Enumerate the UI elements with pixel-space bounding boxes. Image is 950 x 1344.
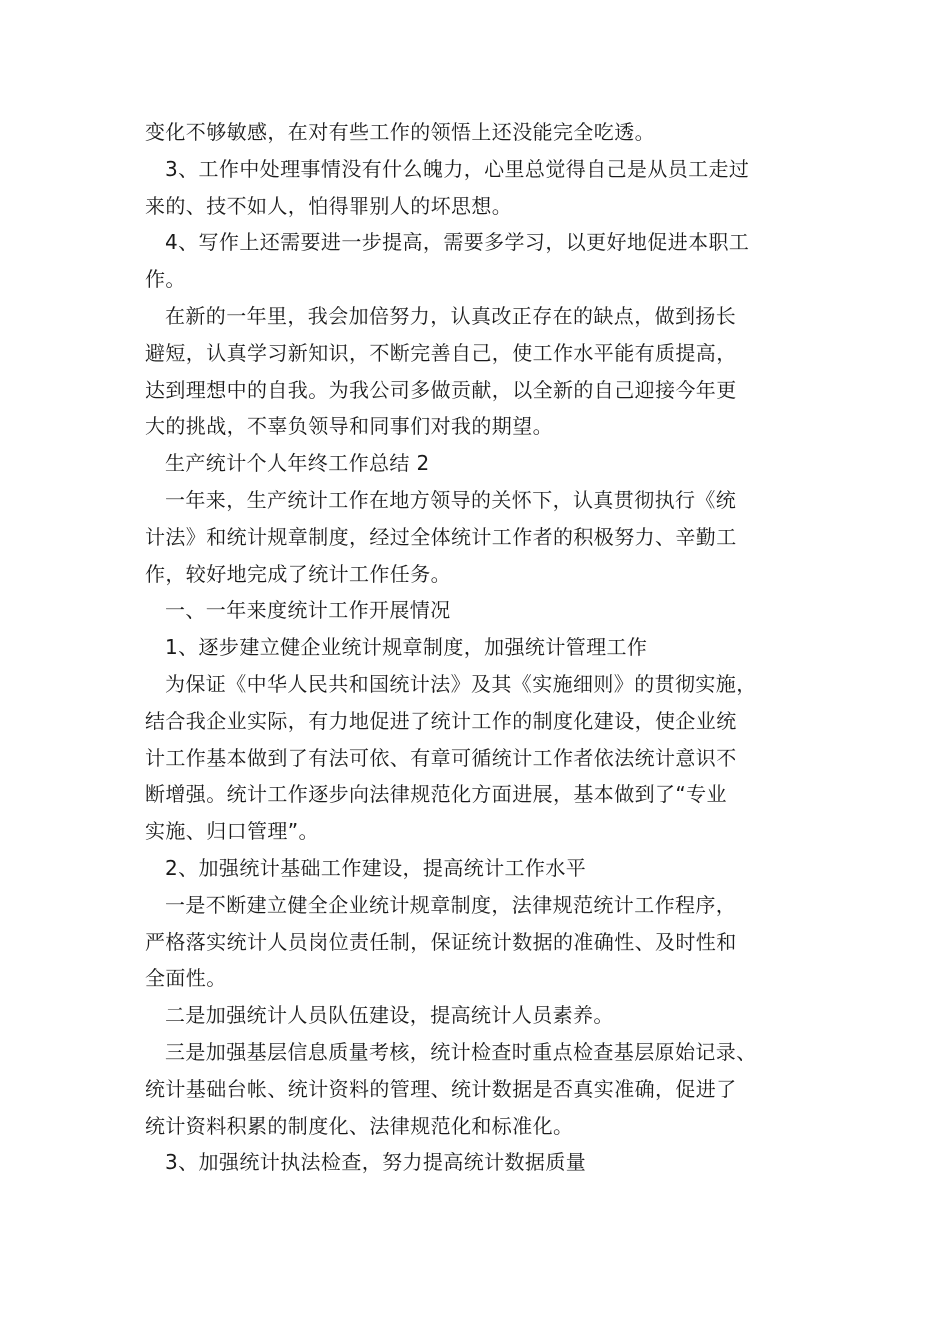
text-line: 在新的一年里，我会加倍努力，认真改正存在的缺点，做到扬长 (165, 303, 737, 328)
text-line: 全面性。 (145, 966, 227, 991)
text-line: 3、加强统计执法检查，努力提高统计数据质量 (165, 1150, 587, 1175)
text-line: 4、写作上还需要进一步提高，需要多学习，以更好地促进本职工 (165, 230, 750, 255)
text-line: 作，较好地完成了统计工作任务。 (145, 561, 451, 586)
text-line: 一年来，生产统计工作在地方领导的关怀下，认真贯彻执行《统 (165, 487, 737, 512)
text-line: 一、一年来度统计工作开展情况 (165, 598, 451, 623)
text-line: 为保证《中华人民共和国统计法》及其《实施细则》的贯彻实施， (165, 671, 757, 696)
text-line: 三是加强基层信息质量考核，统计检查时重点检查基层原始记录、 (165, 1039, 757, 1064)
text-line: 达到理想中的自我。为我公司多做贡献，以全新的自己迎接今年更 (145, 377, 737, 402)
text-line: 变化不够敏感，在对有些工作的领悟上还没能完全吃透。 (145, 120, 655, 144)
text-line: 3、工作中处理事情没有什么魄力，心里总觉得自己是从员工走过 (165, 156, 750, 181)
text-line: 统计资料积累的制度化、法律规范化和标准化。 (145, 1113, 574, 1138)
text-line: 统计基础台帐、统计资料的管理、统计数据是否真实准确，促进了 (145, 1076, 737, 1101)
text-line: 计法》和统计规章制度，经过全体统计工作者的积极努力、辛勤工 (145, 524, 737, 549)
text-line: 结合我企业实际，有力地促进了统计工作的制度化建设，使企业统 (145, 708, 737, 733)
text-line: 2、加强统计基础工作建设，提高统计工作水平 (165, 855, 587, 880)
text-line: 断增强。统计工作逐步向法律规范化方面进展，基本做到了“专业 (145, 782, 727, 807)
text-line: 严格落实统计人员岗位责任制，保证统计数据的准确性、及时性和 (145, 929, 737, 954)
text-line: 来的、技不如人，怕得罪别人的坏思想。 (145, 193, 513, 218)
text-line: 二是加强统计人员队伍建设，提高统计人员素养。 (165, 1003, 614, 1028)
text-line: 实施、归口管理”。 (145, 819, 319, 844)
text-line: 作。 (145, 267, 186, 292)
text-line: 1、逐步建立健企业统计规章制度，加强统计管理工作 (165, 635, 648, 660)
text-line: 一是不断建立健全企业统计规章制度，法律规范统计工作程序， (165, 892, 737, 917)
text-line: 大的挑战，不辜负领导和同事们对我的期望。 (145, 414, 553, 439)
document-body (145, 114, 845, 1181)
text-line: 避短，认真学习新知识，不断完善自己，使工作水平能有质提高， (145, 340, 737, 365)
text-line: 生产统计个人年终工作总结 2 (165, 451, 430, 476)
text-line: 计工作基本做到了有法可依、有章可循统计工作者依法统计意识不 (145, 745, 737, 770)
